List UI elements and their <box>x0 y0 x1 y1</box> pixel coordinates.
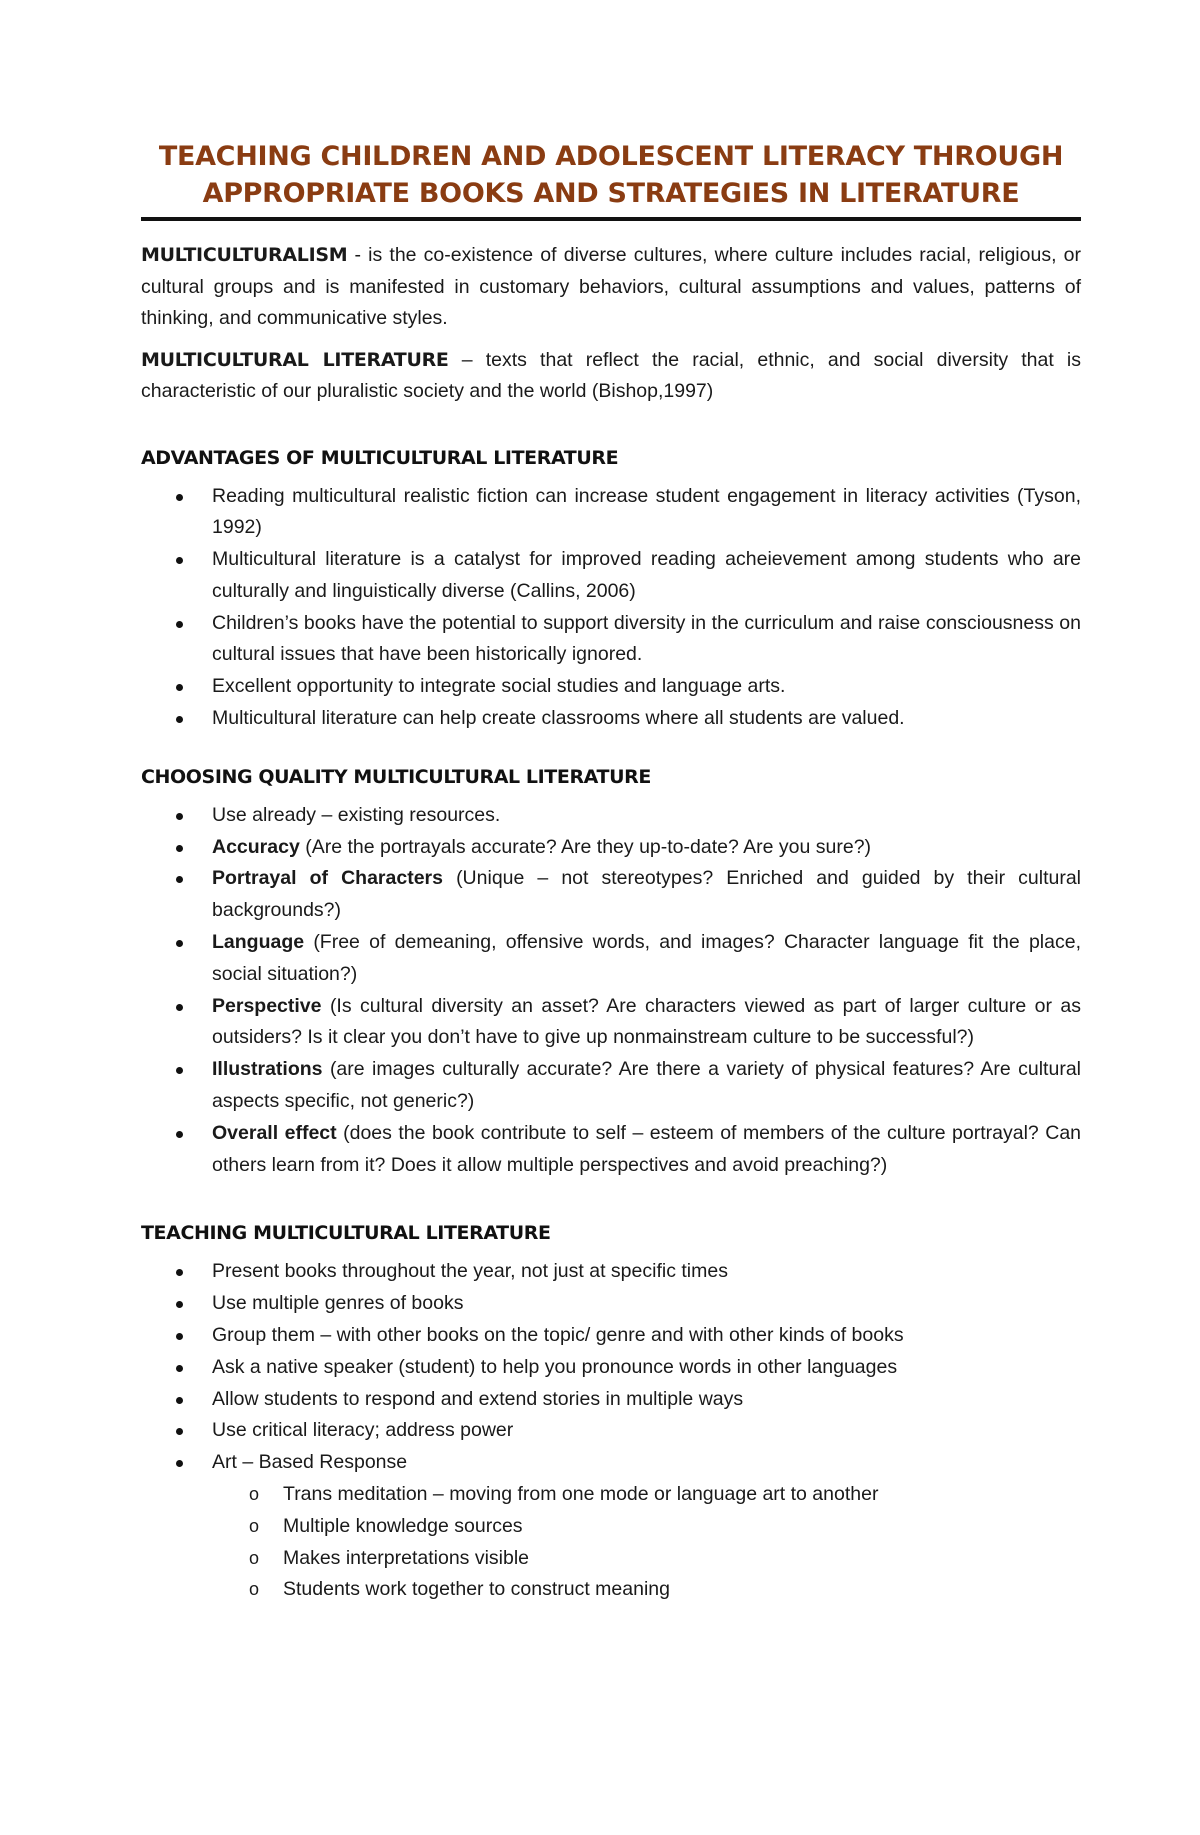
list-item <box>141 991 1081 1055</box>
list-item <box>141 1447 1081 1606</box>
list-item <box>141 927 1081 991</box>
document-page <box>141 138 1081 1606</box>
title-underline <box>141 217 1081 221</box>
bullet-icon <box>176 1301 183 1308</box>
definition-text: is the co-existence of diverse cultures, where culture includes racial, religious, or cultural groups and is manifested in customary behaviors, cultural assumptions and values, patterns of thinking, and communicative styles. <box>141 244 1081 329</box>
list-item <box>141 863 1081 927</box>
bullet-icon <box>176 1333 183 1340</box>
definition-separator: - <box>347 244 369 266</box>
list-item <box>141 481 1081 545</box>
definition-term: MULTICULTURAL LITERATURE <box>141 348 449 371</box>
criterion-label: Language <box>212 931 305 954</box>
sub-list-item-text: Students work together to construct meaning <box>283 1578 670 1601</box>
bullet-icon <box>176 813 183 820</box>
art-response-sublist <box>212 1479 1081 1606</box>
sub-list-item <box>212 1543 1081 1575</box>
sub-list-item <box>212 1511 1081 1543</box>
list-item-text: Children’s books have the potential to support diversity in the curriculum and raise consciousness on cultural issues that have been historically ignored. <box>212 611 1081 666</box>
bullet-icon <box>176 557 183 564</box>
circle-bullet-icon: o <box>249 1484 260 1505</box>
bullet-icon <box>176 1067 183 1074</box>
circle-bullet-icon: o <box>249 1547 260 1568</box>
bullet-icon <box>176 1131 183 1138</box>
list-item <box>141 1320 1081 1352</box>
criterion-label: Portrayal of Characters <box>212 867 443 890</box>
list-item-text: Group them – with other books on the topic/ genre and with other kinds of books <box>212 1324 904 1347</box>
criterion-label: Illustrations <box>212 1058 323 1081</box>
list-item <box>141 1384 1081 1416</box>
list-item-text: Use multiple genres of books <box>212 1292 464 1315</box>
choosing-list <box>141 800 1081 1182</box>
list-item <box>141 1256 1081 1288</box>
criterion-text: (Unique – not stereotypes? Enriched and guided by their cultural backgrounds?) <box>212 867 1082 922</box>
list-item <box>141 1415 1081 1447</box>
list-item-text: Multicultural literature can help create classrooms where all students are valued. <box>212 707 905 730</box>
sub-list-item <box>212 1479 1081 1511</box>
definition-term: MULTICULTURALISM <box>141 244 348 266</box>
criterion-text: (Are the portrayals accurate? Are they up-to-date? Are you sure?) <box>305 835 872 858</box>
teaching-list <box>141 1256 1081 1606</box>
list-item <box>141 608 1081 672</box>
list-item-text: Multicultural literature is a catalyst for improved reading acheievement among students who are culturally and linguistically diverse (Callins, 2006) <box>212 548 1081 602</box>
list-item-text: Use critical literacy; address power <box>212 1419 514 1442</box>
list-item <box>141 832 1081 864</box>
bullet-icon <box>176 1004 183 1011</box>
circle-bullet-icon: o <box>249 1515 260 1536</box>
definition-multicultural-literature <box>141 345 1081 408</box>
sub-list-item-text: Multiple knowledge sources <box>283 1514 523 1537</box>
bullet-icon <box>176 1365 183 1372</box>
list-item-text: Allow students to respond and extend stories in multiple ways <box>212 1387 744 1410</box>
list-item-text: Present books throughout the year, not just at specific times <box>212 1260 728 1283</box>
list-item <box>141 544 1081 608</box>
section-heading-choosing: CHOOSING QUALITY MULTICULTURAL LITERATURE <box>141 765 651 788</box>
list-item-text: Art – Based Response <box>212 1451 408 1474</box>
criterion-label: Perspective <box>212 994 322 1017</box>
list-item <box>141 1352 1081 1384</box>
list-item-text: Ask a native speaker (student) to help you pronounce words in other languages <box>212 1355 898 1378</box>
bullet-icon <box>176 876 183 883</box>
circle-bullet-icon: o <box>249 1579 260 1600</box>
criterion-text: (are images culturally accurate? Are there a variety of physical features? Are cultural aspects specific, not generic?) <box>212 1058 1081 1113</box>
list-item-text: Use already – existing resources. <box>212 803 501 826</box>
definition-separator: – <box>448 348 486 371</box>
list-item <box>141 1288 1081 1320</box>
advantages-list <box>141 481 1081 735</box>
criterion-text: (Is cultural diversity an asset? Are characters viewed as part of larger culture or as outsiders? Is it clear you don’t have to give up nonmainstream culture to be successful?) <box>212 994 1081 1049</box>
section-heading-teaching: TEACHING MULTICULTURAL LITERATURE <box>141 1222 551 1245</box>
sub-list-item-text: Trans meditation – moving from one mode or language art to another <box>283 1483 879 1506</box>
bullet-icon <box>176 1269 183 1276</box>
criterion-text: (Free of demeaning, offensive words, and images? Character language fit the place, social situation?) <box>212 931 1081 985</box>
bullet-icon <box>176 845 183 852</box>
list-item <box>141 703 1081 735</box>
definition-text: texts that reflect the racial, ethnic, and social diversity that is characteristic of our pluralistic society and the world (Bishop,1997) <box>141 348 1081 402</box>
sub-list-item-text: Makes interpretations visible <box>283 1546 530 1569</box>
bullet-icon <box>176 621 183 628</box>
bullet-icon <box>176 716 183 723</box>
bullet-icon <box>176 940 183 947</box>
definition-multiculturalism <box>141 240 1081 335</box>
list-item <box>141 1054 1081 1118</box>
bullet-icon <box>176 1460 183 1467</box>
document-title: TEACHING CHILDREN AND ADOLESCENT LITERACY THROUGH APPROPRIATE BOOKS AND STRATEGIES IN LITERATURE <box>158 141 1064 209</box>
list-item <box>141 800 1081 832</box>
section-heading-advantages: ADVANTAGES OF MULTICULTURAL LITERATURE <box>141 446 619 469</box>
sub-list-item <box>212 1574 1081 1606</box>
criterion-label: Accuracy <box>212 835 300 858</box>
bullet-icon <box>176 684 183 691</box>
bullet-icon <box>176 1397 183 1404</box>
list-item <box>141 671 1081 703</box>
list-item <box>141 1118 1081 1182</box>
list-item-text: Excellent opportunity to integrate social studies and language arts. <box>212 675 786 698</box>
list-item-text: Reading multicultural realistic fiction can increase student engagement in literacy activities (Tyson, 1992) <box>212 484 1081 539</box>
criterion-label: Overall effect <box>212 1121 337 1144</box>
criterion-text: (does the book contribute to self – esteem of members of the culture portrayal? Can others learn from it? Does it allow multiple perspectives and avoid preaching?) <box>212 1121 1082 1176</box>
bullet-icon <box>176 1428 183 1435</box>
bullet-icon <box>176 494 183 501</box>
